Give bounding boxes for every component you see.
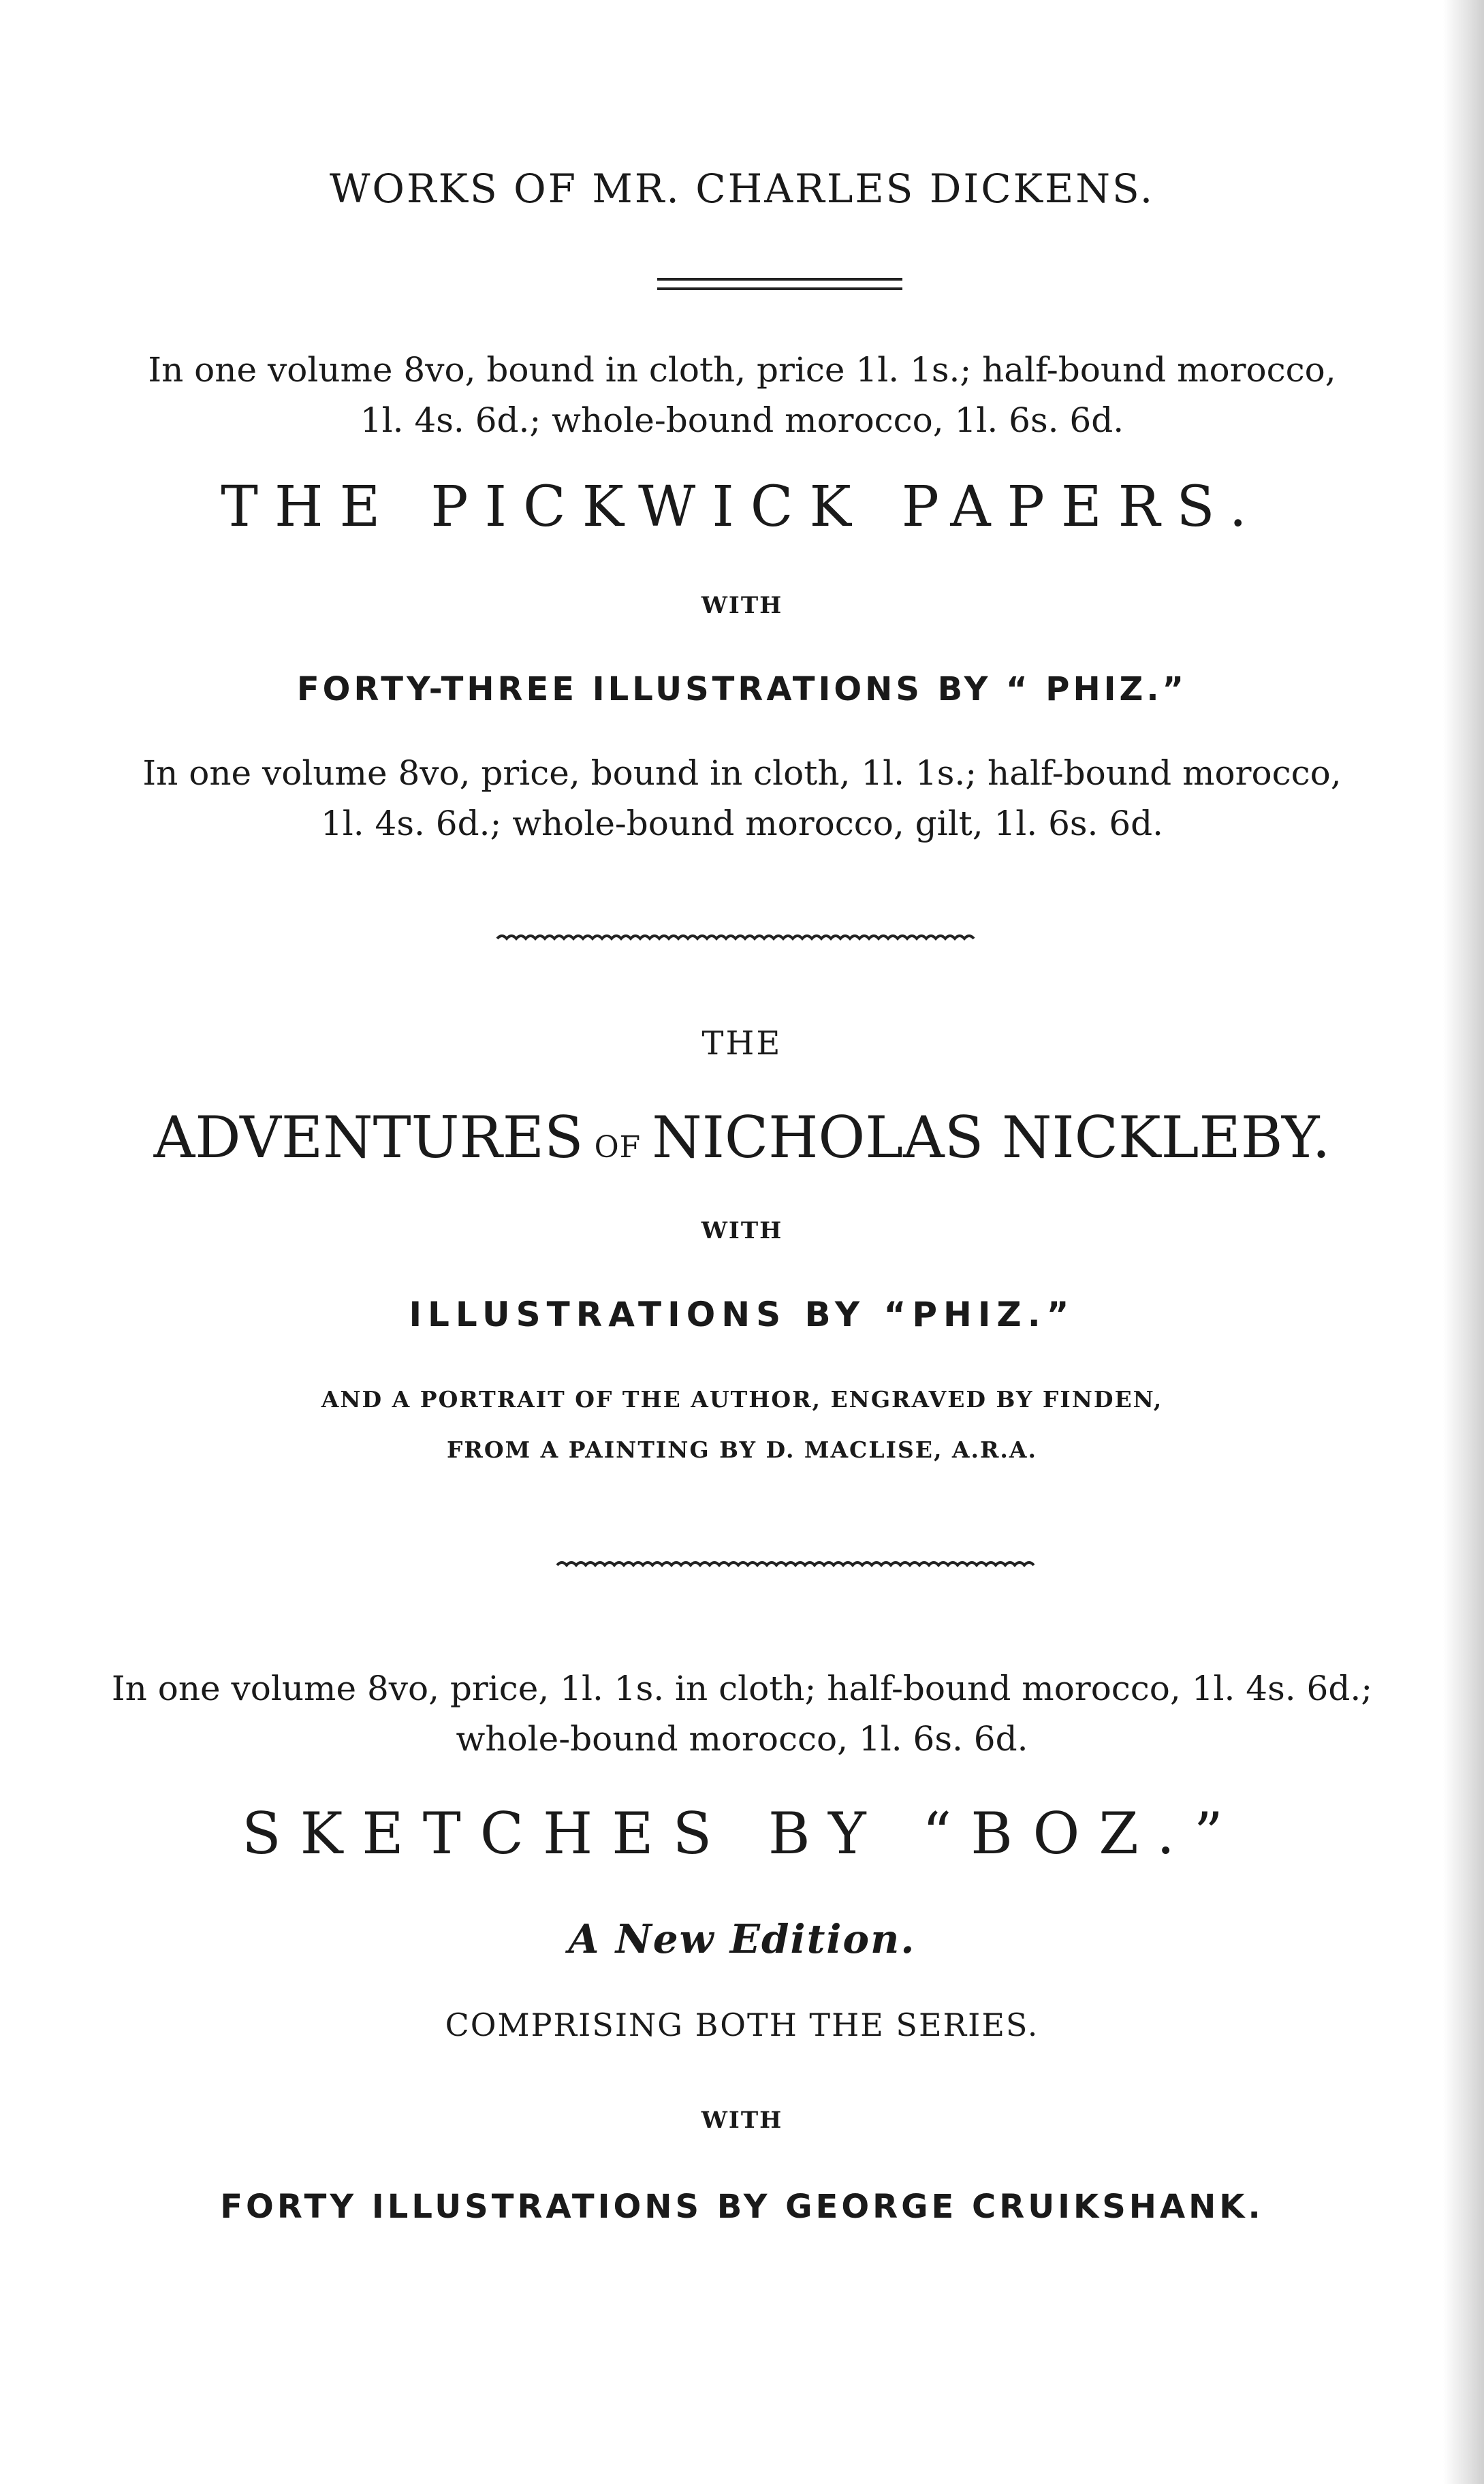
pickwick-price-line-2: 1l. 4s. 6d.; whole-bound morocco, 1l. 6s. 6d.: [360, 400, 1124, 440]
pickwick-title: THE PICKWICK PAPERS.: [221, 475, 1263, 539]
wavy-rule-2: [557, 1558, 1034, 1572]
pickwick-with: WITH: [701, 592, 783, 619]
nickleby-title-part2: NICHOLAS NICKLEBY.: [652, 1104, 1331, 1171]
pickwick-price2-line-2: 1l. 4s. 6d.; whole-bound morocco, gilt, 1l. 6s. 6d.: [320, 804, 1164, 843]
double-rule-divider: [657, 278, 902, 281]
pickwick-illustrations: FORTY-THREE ILLUSTRATIONS BY “ PHIZ.”: [296, 670, 1188, 708]
boz-with: WITH: [701, 2107, 783, 2134]
nickleby-the: THE: [701, 1024, 783, 1063]
nickleby-portrait-line-1: AND A PORTRAIT OF THE AUTHOR, ENGRAVED BY FINDEN,: [321, 1386, 1163, 1413]
boz-comprising: COMPRISING BOTH THE SERIES.: [445, 2007, 1039, 2043]
boz-edition: A New Edition.: [568, 1916, 916, 1962]
boz-price-line-1: In one volume 8vo, price, 1l. 1s. in cloth; half-bound morocco, 1l. 4s. 6d.;: [111, 1669, 1373, 1708]
nickleby-title-part1: ADVENTURES: [153, 1104, 584, 1171]
boz-illustrations: FORTY ILLUSTRATIONS BY GEORGE CRUIKSHANK.: [220, 2188, 1264, 2226]
boz-title: SKETCHES BY “BOZ.”: [242, 1800, 1242, 1867]
pickwick-price-line-1: In one volume 8vo, bound in cloth, price 1l. 1s.; half-bound morocco,: [148, 350, 1336, 390]
nickleby-title: [0, 1104, 1484, 1171]
nickleby-portrait-line-2: FROM A PAINTING BY D. MACLISE, A.R.A.: [446, 1436, 1038, 1463]
nickleby-title-of: OF: [594, 1130, 642, 1165]
wavy-rule-1: [497, 932, 974, 945]
pickwick-price2-line-1: In one volume 8vo, price, bound in cloth, 1l. 1s.; half-bound morocco,: [142, 753, 1342, 793]
nickleby-illustrations: ILLUSTRATIONS BY “PHIZ.”: [409, 1295, 1075, 1334]
nickleby-with: WITH: [701, 1217, 783, 1244]
page-title: WORKS OF MR. CHARLES DICKENS.: [329, 166, 1155, 212]
boz-price-line-2: whole-bound morocco, 1l. 6s. 6d.: [456, 1719, 1028, 1759]
